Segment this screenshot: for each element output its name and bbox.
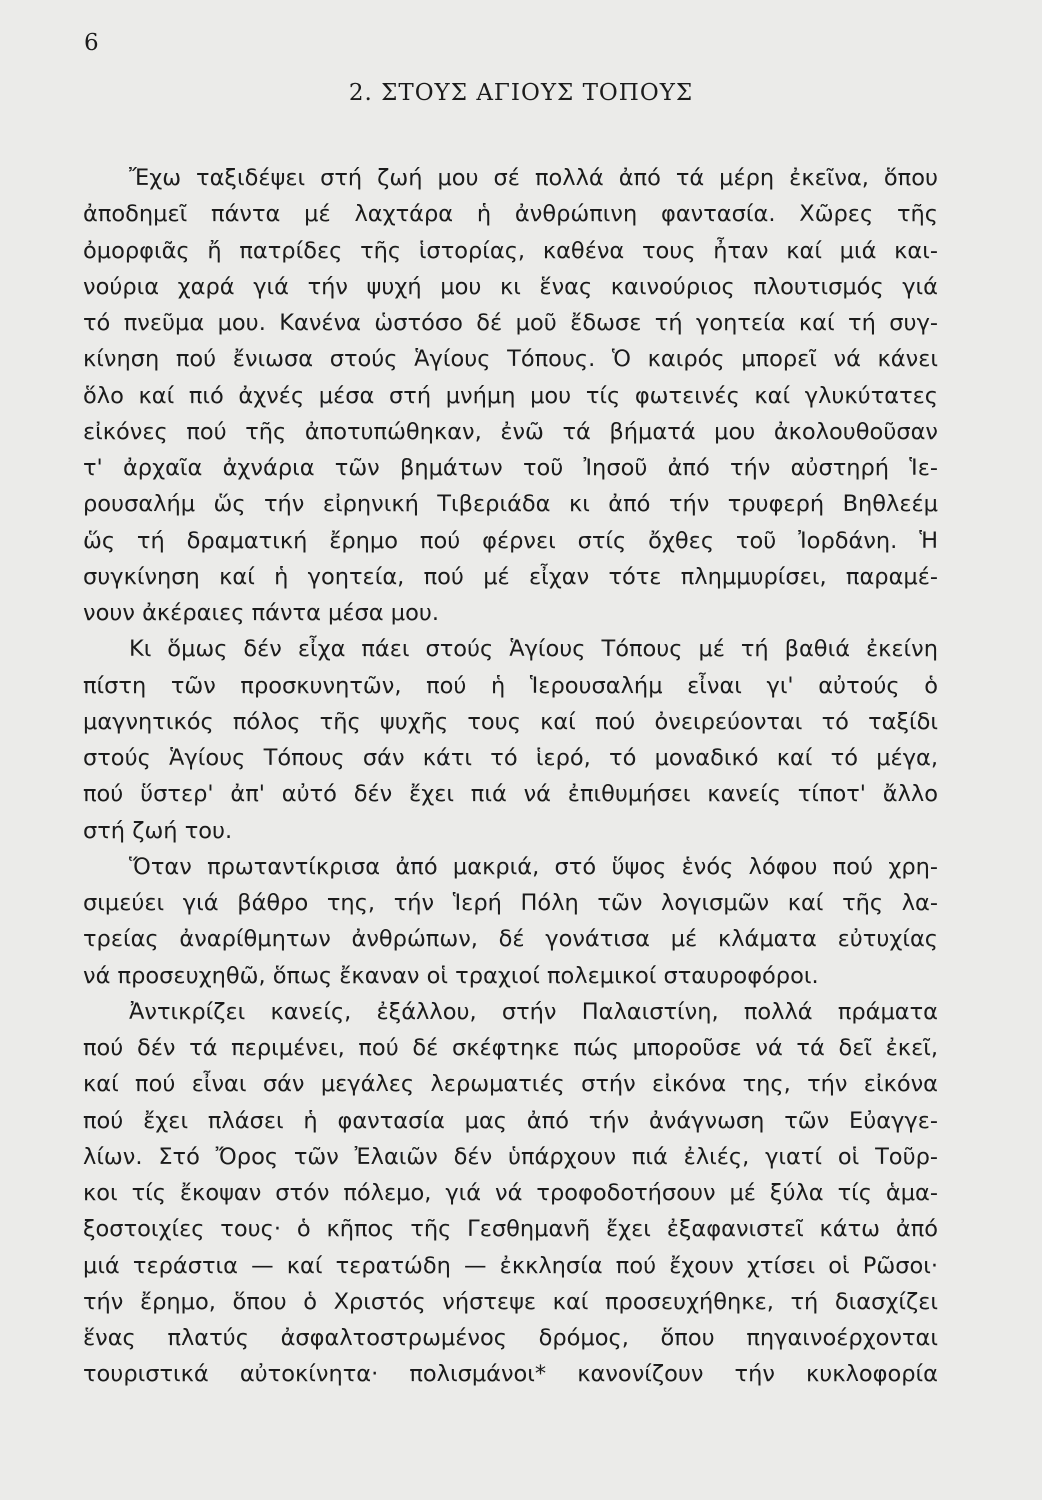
body-text	[83, 160, 938, 1393]
text-line: στή ζωή του.	[83, 817, 233, 844]
text-line: πού ἔχει πλάσει ἡ φαντασία μας ἀπό τήν ἀνάγνωση τῶν Εὐαγγε-	[83, 1107, 938, 1134]
text-line: τ' ἀρχαῖα ἀχνάρια τῶν βημάτων τοῦ Ἰησοῦ ἀπό τήν αὐστηρή Ἱε-	[83, 455, 938, 481]
text-line: τρείας ἀναρίθμητων ἀνθρώπων, δέ γονάτισα μέ κλάματα εὐτυχίας	[83, 926, 938, 953]
text-line: ἀποδημεῖ πάντα μέ λαχτάρα ἡ ἀνθρώπινη φαντασία. Χῶρες τῆς	[83, 201, 938, 228]
text-line: τό πνεῦμα μου. Κανένα ὡστόσο δέ μοῦ ἔδωσε τή γοητεία καί τή συγ-	[83, 310, 938, 336]
text-line: νουν ἀκέραιες πάντα μέσα μου.	[83, 600, 440, 626]
text-line: Ἔχω ταξιδέψει στή ζωή μου σέ πολλά ἀπό τά μέρη ἐκεῖνα, ὅπου	[129, 165, 938, 191]
text-line: ὀμορφιᾶς ἤ πατρίδες τῆς ἱστορίας, καθένα τους ἦταν καί μιά και-	[83, 237, 938, 264]
text-line: πίστη τῶν προσκυνητῶν, πού ἡ Ἱερουσαλήμ εἶναι γι' αὐτούς ὁ	[83, 672, 938, 699]
text-line: κίνηση πού ἔνιωσα στούς Ἁγίους Τόπους. Ὁ καιρός μπορεῖ νά κάνει	[83, 346, 938, 373]
text-line: συγκίνηση καί ἡ γοητεία, πού μέ εἶχαν τότε πλημμυρίσει, παραμέ-	[83, 563, 938, 590]
page-number: 6	[84, 30, 99, 56]
text-line: Κι ὅμως δέν εἶχα πάει στούς Ἁγίους Τόπους μέ τή βαθιά ἐκείνη	[129, 636, 938, 663]
text-line: ρουσαλήμ ὥς τήν εἰρηνική Τιβεριάδα κι ἀπό τήν τρυφερή Βηθλεέμ	[83, 491, 938, 518]
text-line: ὅλο καί πιό ἀχνές μέσα στή μνήμη μου τίς φωτεινές καί γλυκύτατες	[83, 382, 938, 409]
text-line: τήν ἔρημο, ὅπου ὁ Χριστός νήστεψε καί προσευχήθηκε, τή διασχίζει	[83, 1288, 938, 1315]
text-line: πού δέν τά περιμένει, πού δέ σκέφτηκε πώς μποροῦσε νά τά δεῖ ἐκεῖ,	[83, 1035, 938, 1061]
text-line: ὥς τή δραματική ἔρημο πού φέρνει στίς ὄχθες τοῦ Ἰορδάνη. Ἡ	[83, 527, 938, 554]
text-line: ἕνας πλατύς ἀσφαλτοστρωμένος δρόμος, ὅπου πηγαινοέρχονται	[83, 1325, 938, 1351]
text-line: καί πού εἶναι σάν μεγάλες λερωματιές στήν εἰκόνα της, τήν εἰκόνα	[83, 1071, 938, 1098]
text-line: λίων. Στό Ὄρος τῶν Ἐλαιῶν δέν ὑπάρχουν πιά ἐλιές, γιατί οἱ Τοῦρ-	[83, 1143, 938, 1170]
text-line: ξοστοιχίες τους· ὁ κῆπος τῆς Γεσθημανῆ ἔχει ἐξαφανιστεῖ κάτω ἀπό	[83, 1216, 938, 1243]
chapter-title: 2. ΣΤΟΥΣ ΑΓΙΟΥΣ ΤΟΠΟΥΣ	[348, 80, 694, 106]
text-line: τουριστικά αὐτοκίνητα· πολισμάνοι* κανονίζουν τήν κυκλοφορία	[83, 1361, 938, 1388]
text-line: Ὅταν πρωταντίκρισα ἀπό μακριά, στό ὕψος ἑνός λόφου πού χρη-	[129, 853, 938, 880]
text-line: εἰκόνες πού τῆς ἀποτυπώθηκαν, ἐνῶ τά βήματά μου ἀκολουθοῦσαν	[83, 418, 938, 445]
text-line: πού ὕστερ' ἀπ' αὐτό δέν ἔχει πιά νά ἐπιθυμήσει κανείς τίποτ' ἄλλο	[83, 781, 938, 808]
text-line: στούς Ἁγίους Τόπους σάν κάτι τό ἱερό, τό μοναδικό καί τό μέγα,	[83, 745, 938, 771]
text-line: μαγνητικός πόλος τῆς ψυχῆς τους καί πού ὀνειρεύονται τό ταξίδι	[83, 708, 938, 735]
text-line: κοι τίς ἔκοψαν στόν πόλεμο, γιά νά τροφοδοτήσουν μέ ξύλα τίς ἁμα-	[83, 1180, 938, 1206]
text-line: Ἀντικρίζει κανείς, ἐξάλλου, στήν Παλαιστίνη, πολλά πράματα	[129, 998, 938, 1025]
text-line: σιμεύει γιά βάθρο της, τήν Ἱερή Πόλη τῶν λογισμῶν καί τῆς λα-	[83, 890, 938, 916]
text-line: νούρια χαρά γιά τήν ψυχή μου κι ἕνας καινούριος πλουτισμός γιά	[83, 273, 938, 300]
text-line: μιά τεράστια — καί τερατώδη — ἐκκλησία πού ἔχουν χτίσει οἱ Ρῶσοι·	[83, 1252, 938, 1279]
text-line: νά προσευχηθῶ, ὅπως ἔκαναν οἱ τραχιοί πολεμικοί σταυροφόροι.	[83, 962, 819, 989]
